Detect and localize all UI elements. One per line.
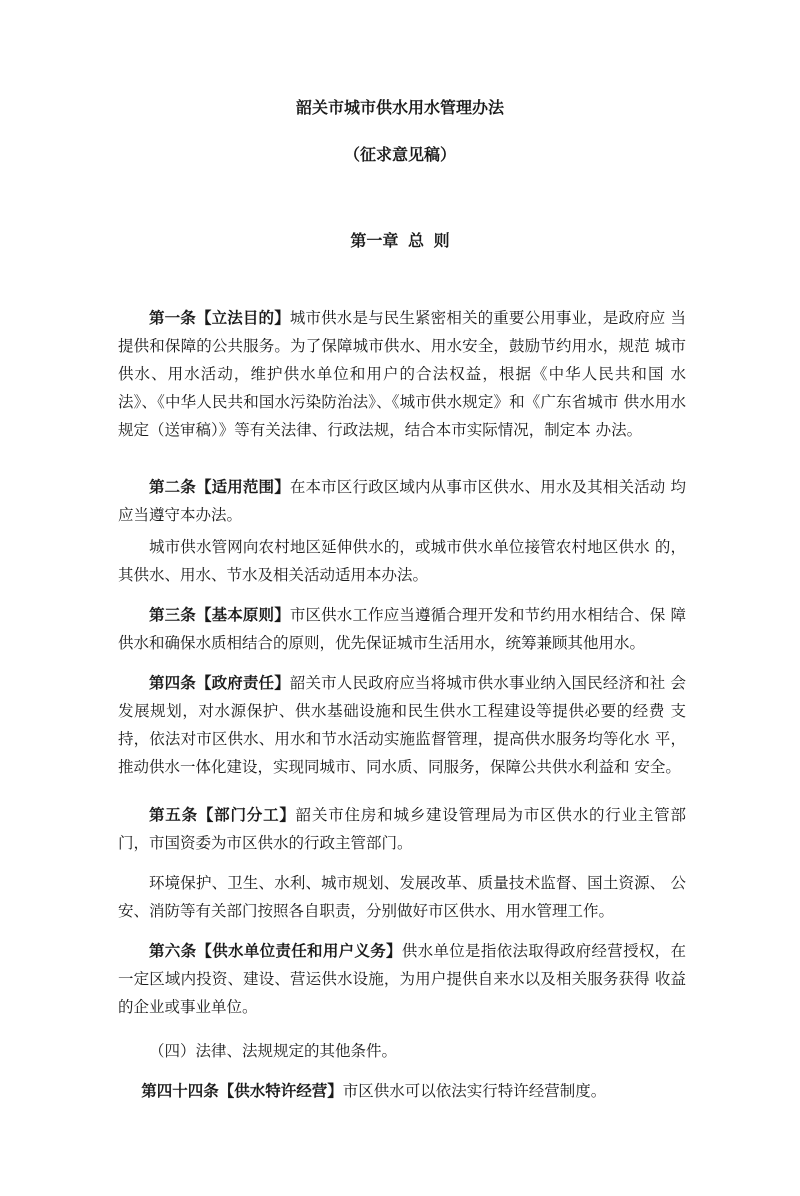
article-5-clause — [118, 869, 686, 925]
article-text: 韶关市住房和城乡建设管理局为市区供水的行业主管部 门，市国资委为市区供水的行政主管部门。 — [118, 806, 686, 852]
article-text: 环境保护、卫生、水利、城市规划、发展改革、质量技术监督、国土资源、 公安、消防等有关部门按照各自职责，分别做好市区供水、用水管理工作。 — [118, 874, 686, 920]
article-text: 在本市区行政区域内从事市区供水、用水及其相关活动 均应当遵守本办法。 — [118, 478, 686, 524]
article-text: 城市供水管网向农村地区延伸供水的，或城市供水单位接管农村地区供水 的，其供水、用水、节水及相关活动适用本办法。 — [118, 538, 686, 584]
article-1 — [118, 304, 686, 444]
article-heading: 第二条【适用范围】 — [149, 477, 290, 496]
article-heading: 第三条【基本原则】 — [149, 605, 290, 624]
document-title: 韶关市城市供水用水管理办法 — [295, 98, 504, 117]
chapter-heading: 第一章 总 则 — [350, 231, 450, 250]
article-text: 市区供水可以依法实行特许经营制度。 — [342, 1082, 607, 1100]
article-44 — [118, 1077, 686, 1105]
article-heading: 第四条【政府责任】 — [149, 673, 290, 692]
document-subtitle: （征求意见稿） — [343, 145, 456, 164]
article-heading: 第五条【部门分工】 — [149, 805, 296, 824]
article-text: 韶关市人民政府应当将城市供水事业纳入国民经济和社 会发展规划，对水源保护、供水基础设施和民生供水工程建设等提供必要的经费 支持，依法对市区供水、用水和节水活动实施监督管理，提高供水服务均等化水 平，推动供水一体化建设，实现同城市、同水质、同服务，保障公共供水利益和 安全。 — [118, 674, 686, 776]
article-2 — [118, 473, 686, 529]
article-4 — [118, 669, 686, 781]
list-item-4 — [118, 1037, 686, 1065]
article-5 — [118, 801, 686, 857]
article-heading: 第一条【立法目的】 — [149, 308, 290, 327]
article-text: 供水单位是指依法取得政府经营授权，在一定区域内投资、建设、营运供水设施，为用户提供自来水以及相关服务获得 收益的企业或事业单位。 — [118, 942, 686, 1016]
article-2-clause — [118, 533, 686, 589]
article-6 — [118, 937, 686, 1021]
article-heading: 第六条【供水单位责任和用户义务】 — [149, 941, 402, 960]
article-heading: 第四十四条【供水特许经营】 — [141, 1081, 343, 1100]
article-text: 市区供水工作应当遵循合理开发和节约用水相结合、保 障供水和确保水质相结合的原则，优先保证城市生活用水，统筹兼顾其他用水。 — [118, 606, 686, 652]
article-text: 城市供水是与民生紧密相关的重要公用事业，是政府应 当提供和保障的公共服务。为了保障城市供水、用水安全，鼓励节约用水，规范 城市供水、用水活动，维护供水单位和用户的合法权益，根据《中华人民共和国 水法》、《中华人民共和国水污染防治法》、《城市供水规定》和《广东省城市 供水用水规定（送审稿）》等有关法律、行政法规，结合本市实际情况，制定本 办法。 — [118, 309, 686, 439]
article-3 — [118, 601, 686, 657]
article-text: （四）法律、法规规定的其他条件。 — [149, 1042, 398, 1060]
